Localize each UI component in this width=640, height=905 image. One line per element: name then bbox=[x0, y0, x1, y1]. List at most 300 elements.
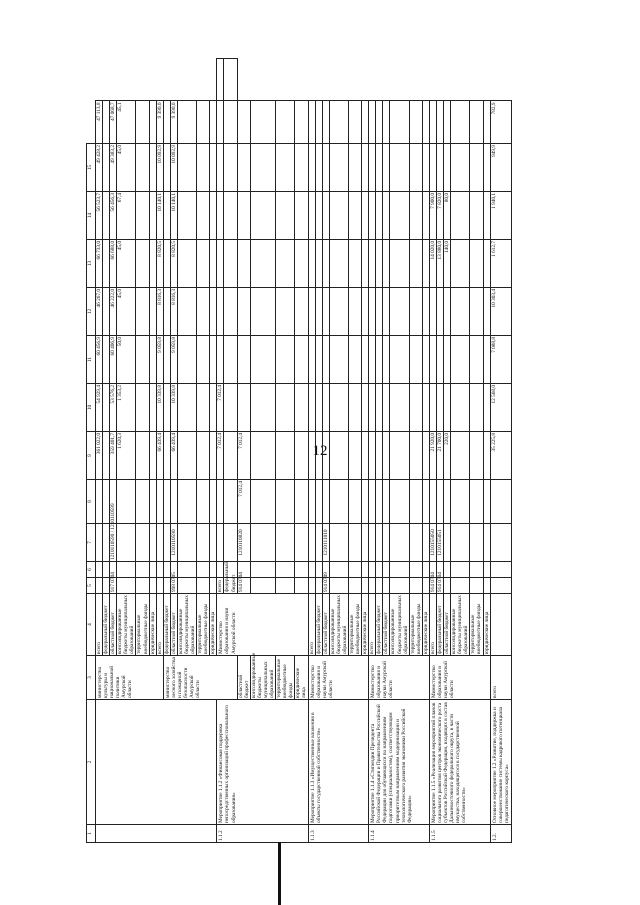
amount-cell bbox=[409, 480, 422, 524]
amount-cell bbox=[250, 480, 275, 524]
amount-cell bbox=[422, 240, 429, 288]
budget-code bbox=[390, 578, 409, 594]
target-code bbox=[156, 524, 163, 562]
amount-cell bbox=[315, 336, 322, 384]
target-code bbox=[383, 524, 390, 562]
funding-source: областной бюджет bbox=[237, 656, 250, 700]
amount-cell bbox=[276, 240, 295, 288]
funding-source: областной бюджет bbox=[444, 594, 451, 656]
table-row bbox=[490, 59, 511, 843]
amount-cell bbox=[390, 192, 409, 240]
amount-cell bbox=[409, 288, 422, 336]
amount-cell: 50,0 bbox=[117, 336, 136, 384]
activity-name: Основное мероприятие 1.2 «Развитие, поддержка и совершенствование системы кадрового потенциала педагогического корпуса» bbox=[490, 700, 511, 825]
section-code bbox=[409, 562, 422, 578]
amount-cell bbox=[362, 192, 369, 240]
amount-cell bbox=[369, 101, 376, 144]
amount-cell bbox=[362, 480, 369, 524]
budget-code bbox=[117, 578, 136, 594]
amount-cell bbox=[470, 432, 483, 480]
amount-cell: 49 383,2 bbox=[110, 144, 117, 192]
col-header: 15 bbox=[87, 144, 96, 192]
target-code bbox=[117, 524, 136, 562]
amount-cell: 7 900,0 bbox=[429, 192, 436, 240]
amount-cell bbox=[237, 288, 250, 336]
amount-cell bbox=[329, 432, 348, 480]
amount-cell bbox=[217, 144, 224, 192]
target-code bbox=[409, 524, 422, 562]
amount-cell bbox=[149, 384, 156, 432]
amount-cell bbox=[329, 288, 348, 336]
funding-source: всего bbox=[369, 594, 376, 656]
amount-cell bbox=[483, 480, 490, 524]
budget-code: 917 0704 bbox=[110, 572, 117, 592]
section-code bbox=[210, 562, 217, 578]
amount-cell bbox=[451, 101, 470, 144]
amount-cell: 21 700,0 bbox=[436, 432, 443, 480]
amount-cell bbox=[177, 101, 196, 144]
target-code: 1210110820 bbox=[237, 524, 250, 562]
funding-source: территориальные внебюджетные фонды bbox=[409, 594, 422, 656]
table-row bbox=[429, 59, 436, 843]
funding-source: юридические лица bbox=[210, 594, 217, 656]
funding-source: юридические лица bbox=[295, 656, 308, 700]
budget-code bbox=[369, 578, 376, 594]
amount-cell: 45,0 bbox=[117, 288, 136, 336]
amount-cell bbox=[276, 336, 295, 384]
amount-cell bbox=[224, 192, 237, 240]
amount-cell bbox=[149, 288, 156, 336]
budget-code bbox=[308, 578, 315, 594]
amount-cell bbox=[136, 240, 149, 288]
budget-code bbox=[156, 578, 163, 594]
amount-cell bbox=[103, 240, 110, 288]
amount-cell bbox=[376, 480, 383, 524]
amount-cell bbox=[383, 432, 390, 480]
amount-cell bbox=[276, 288, 295, 336]
amount-cell bbox=[483, 336, 490, 384]
amount-cell bbox=[308, 240, 315, 288]
amount-cell bbox=[210, 101, 217, 144]
section-code bbox=[224, 524, 237, 562]
col-header: 14 bbox=[87, 192, 96, 240]
amount-cell bbox=[117, 480, 136, 524]
amount-cell bbox=[217, 59, 224, 102]
budget-code: 914 0704 bbox=[436, 572, 443, 592]
amount-cell bbox=[210, 192, 217, 240]
amount-cell: 10 303,4 bbox=[490, 288, 511, 336]
amount-cell bbox=[451, 288, 470, 336]
amount-cell bbox=[170, 480, 177, 524]
budget-code bbox=[422, 578, 429, 594]
amount-cell bbox=[136, 336, 149, 384]
section-code bbox=[422, 562, 429, 578]
amount-cell bbox=[362, 240, 369, 288]
amount-cell bbox=[383, 101, 390, 144]
amount-cell bbox=[422, 480, 429, 524]
amount-cell bbox=[237, 384, 250, 432]
amount-cell bbox=[217, 101, 224, 144]
section-code bbox=[136, 562, 149, 578]
section-code bbox=[470, 562, 483, 578]
amount-cell: 8 816,3 bbox=[156, 288, 163, 336]
funding-source: областной бюджет bbox=[322, 594, 329, 656]
amount-cell bbox=[444, 288, 451, 336]
amount-cell bbox=[276, 192, 295, 240]
amount-cell bbox=[163, 192, 170, 240]
section-code bbox=[390, 562, 409, 578]
col-header: 10 bbox=[87, 384, 96, 432]
amount-cell bbox=[429, 101, 436, 144]
amount-cell bbox=[177, 192, 196, 240]
amount-cell bbox=[362, 384, 369, 432]
amount-cell bbox=[224, 101, 237, 144]
amount-cell: 60 406,9 bbox=[110, 336, 117, 384]
funding-source: юридические лица bbox=[362, 594, 369, 656]
amount-cell bbox=[348, 432, 361, 480]
amount-cell bbox=[237, 336, 250, 384]
amount-cell bbox=[444, 144, 451, 192]
budget-code bbox=[177, 578, 196, 594]
amount-cell: 10 140,1 bbox=[170, 192, 177, 240]
amount-cell bbox=[210, 144, 217, 192]
amount-cell bbox=[451, 384, 470, 432]
amount-cell bbox=[237, 240, 250, 288]
amount-cell bbox=[322, 240, 329, 288]
amount-cell bbox=[362, 432, 369, 480]
funding-source: областной бюджет bbox=[110, 594, 117, 656]
amount-cell: 782,9 bbox=[490, 101, 511, 144]
amount-cell: 60 456,9 bbox=[96, 336, 103, 384]
amount-cell bbox=[436, 336, 443, 384]
col-header: 4 bbox=[87, 594, 96, 656]
amount-cell bbox=[210, 480, 217, 524]
target-code bbox=[295, 524, 308, 562]
amount-cell: 53 576,2 bbox=[110, 384, 117, 432]
target-code bbox=[390, 524, 409, 562]
row-number bbox=[96, 825, 217, 843]
amount-cell: 47 068,7 bbox=[110, 101, 117, 144]
target-code bbox=[210, 524, 217, 562]
target-code bbox=[444, 524, 451, 562]
section-code bbox=[348, 562, 361, 578]
amount-cell bbox=[224, 240, 237, 288]
amount-cell bbox=[237, 101, 250, 144]
executor-name: Министерство образования и науки Амурской области bbox=[308, 656, 369, 700]
amount-cell: 35 225,8 bbox=[490, 432, 511, 480]
rotated-table-sheet bbox=[86, 58, 606, 843]
amount-cell: 67,4 bbox=[117, 192, 136, 240]
budget-code bbox=[348, 578, 361, 594]
amount-cell: 45,1 bbox=[117, 101, 136, 144]
amount-cell bbox=[422, 336, 429, 384]
amount-cell bbox=[295, 192, 308, 240]
amount-cell bbox=[103, 101, 110, 144]
row-number: 1.1.4 bbox=[369, 825, 430, 843]
col-header: 8 bbox=[87, 480, 96, 524]
funding-source: консолидированные бюджеты муниципальных образований bbox=[329, 595, 348, 654]
amount-cell bbox=[376, 101, 383, 144]
amount-cell: 220,0 bbox=[444, 432, 451, 480]
amount-cell bbox=[224, 432, 237, 480]
amount-cell bbox=[197, 288, 210, 336]
budget-code: 914 0704 bbox=[237, 578, 250, 594]
amount-cell bbox=[315, 384, 322, 432]
amount-cell bbox=[217, 240, 224, 288]
amount-cell bbox=[409, 384, 422, 432]
col-header: 7 bbox=[87, 524, 96, 562]
amount-cell: 66 439,4 bbox=[156, 432, 163, 480]
amount-cell bbox=[322, 384, 329, 432]
target-code bbox=[149, 524, 156, 562]
amount-cell bbox=[483, 288, 490, 336]
budget-code bbox=[483, 578, 490, 594]
amount-cell: 45,0 bbox=[117, 240, 136, 288]
amount-cell: 7 012,4 bbox=[217, 384, 224, 432]
amount-cell bbox=[436, 144, 443, 192]
amount-cell bbox=[210, 432, 217, 480]
amount-cell bbox=[250, 192, 275, 240]
amount-cell bbox=[329, 101, 348, 144]
amount-cell bbox=[177, 432, 196, 480]
amount-cell: 9 059,8 bbox=[170, 336, 177, 384]
col-header: 2 bbox=[87, 700, 96, 825]
target-code bbox=[163, 524, 170, 562]
budget-code bbox=[103, 578, 110, 594]
funding-source: федеральный бюджет bbox=[315, 594, 322, 656]
amount-cell bbox=[224, 144, 237, 192]
funding-source: территориальные внебюджетные фонды bbox=[197, 594, 210, 656]
target-code bbox=[369, 524, 376, 562]
section-code bbox=[483, 562, 490, 578]
amount-cell: 7 012,4 bbox=[237, 432, 250, 480]
amount-cell: 49 428,2 bbox=[96, 144, 103, 192]
executor-name: Министерство образования и науки Амурской области bbox=[217, 594, 308, 656]
amount-cell bbox=[422, 384, 429, 432]
amount-cell: 8 820,5 bbox=[170, 240, 177, 288]
amount-cell bbox=[436, 480, 443, 524]
amount-cell: 1 620,3 bbox=[117, 432, 136, 480]
amount-cell bbox=[362, 101, 369, 144]
amount-cell bbox=[376, 288, 383, 336]
amount-cell bbox=[470, 240, 483, 288]
budget-code bbox=[376, 578, 383, 594]
executor-name: Министерство образования и науки Амурской области bbox=[429, 656, 490, 700]
amount-cell bbox=[451, 432, 470, 480]
amount-cell bbox=[390, 336, 409, 384]
amount-cell bbox=[322, 480, 329, 524]
amount-cell bbox=[451, 240, 470, 288]
amount-cell bbox=[329, 144, 348, 192]
header-row bbox=[87, 59, 96, 843]
amount-cell bbox=[470, 288, 483, 336]
target-code bbox=[483, 524, 490, 562]
section-code bbox=[217, 524, 224, 562]
amount-cell bbox=[436, 288, 443, 336]
funding-source: консолидированные бюджеты муниципальных образований bbox=[451, 595, 470, 654]
amount-cell bbox=[197, 240, 210, 288]
budget-table bbox=[86, 58, 512, 843]
table-row bbox=[96, 59, 103, 843]
amount-cell: 7 820,0 bbox=[436, 192, 443, 240]
section-code bbox=[308, 562, 315, 578]
amount-cell: 54 929,4 bbox=[96, 384, 103, 432]
amount-cell bbox=[250, 384, 275, 432]
amount-cell bbox=[483, 384, 490, 432]
section-code bbox=[117, 562, 136, 578]
amount-cell bbox=[308, 432, 315, 480]
amount-cell: 80,0 bbox=[444, 192, 451, 240]
amount-cell bbox=[348, 240, 361, 288]
amount-cell bbox=[322, 144, 329, 192]
amount-cell bbox=[483, 240, 490, 288]
target-code bbox=[470, 524, 483, 562]
funding-source: консолидированные бюджеты муниципальных образований bbox=[390, 595, 409, 654]
funding-source: территориальные внебюджетные фонды bbox=[276, 656, 295, 700]
amount-cell bbox=[224, 384, 237, 432]
amount-cell bbox=[362, 144, 369, 192]
amount-cell bbox=[429, 336, 436, 384]
executor-name: министерство лесного хозяйства и пожарной безопасности Амурской области bbox=[163, 656, 237, 700]
funding-source: территориальные внебюджетные фонды bbox=[470, 594, 483, 656]
amount-cell bbox=[237, 144, 250, 192]
amount-cell bbox=[329, 192, 348, 240]
amount-cell bbox=[348, 288, 361, 336]
amount-cell bbox=[149, 192, 156, 240]
amount-cell bbox=[470, 384, 483, 432]
amount-cell bbox=[103, 144, 110, 192]
section-code bbox=[163, 562, 170, 578]
funding-source: всего bbox=[156, 594, 163, 656]
section-code bbox=[197, 562, 210, 578]
amount-cell bbox=[276, 480, 295, 524]
amount-cell bbox=[329, 480, 348, 524]
amount-cell bbox=[315, 480, 322, 524]
amount-cell: 7 012,4 bbox=[217, 432, 224, 480]
amount-cell bbox=[376, 192, 383, 240]
funding-source: юридические лица bbox=[422, 594, 429, 656]
amount-cell bbox=[177, 480, 196, 524]
amount-cell bbox=[295, 336, 308, 384]
target-code bbox=[451, 524, 470, 562]
col-header: 1 bbox=[87, 825, 96, 843]
amount-cell: 9 390,0 bbox=[156, 101, 163, 144]
amount-cell: 10 092,9 bbox=[170, 144, 177, 192]
amount-cell bbox=[163, 144, 170, 192]
amount-cell bbox=[329, 384, 348, 432]
amount-cell bbox=[409, 192, 422, 240]
amount-cell bbox=[136, 480, 149, 524]
activity-name: Мероприятие 1.1.4 «Стипендии Президента Российской Федерации и Правительства Российской Федерации для обучающихся по направлениям подготовки (специальностям), соответствующим приоритетным направлениям модернизации и технологического развития экономики Российской Федерации» bbox=[369, 700, 430, 825]
amount-cell bbox=[149, 432, 156, 480]
amount-cell bbox=[422, 288, 429, 336]
amount-cell bbox=[224, 336, 237, 384]
amount-cell bbox=[362, 288, 369, 336]
amount-cell: 359 401,7 bbox=[110, 432, 117, 480]
amount-cell bbox=[444, 336, 451, 384]
row-number: 1.1.2 bbox=[217, 825, 308, 843]
activity-name: Мероприятие 1.1.5 «Реализация мероприятий планов социального развития центров экономического роста субъектов Российской Федерации, входящих в состав Дальневосточного федерального округа, в части имущества, находящегося в государственной собственности» bbox=[429, 700, 490, 825]
amount-cell bbox=[383, 144, 390, 192]
amount-cell bbox=[136, 288, 149, 336]
section-code bbox=[276, 562, 295, 578]
amount-cell bbox=[149, 480, 156, 524]
amount-cell: 1 940,1 bbox=[490, 192, 511, 240]
amount-cell bbox=[376, 384, 383, 432]
budget-code bbox=[383, 578, 390, 594]
amount-cell bbox=[329, 336, 348, 384]
amount-cell bbox=[163, 432, 170, 480]
amount-cell: 46 222,0 bbox=[110, 288, 117, 336]
amount-cell bbox=[295, 240, 308, 288]
amount-cell: 7 012,4 bbox=[237, 480, 250, 524]
target-code bbox=[136, 524, 149, 562]
amount-cell bbox=[103, 192, 110, 240]
section-code bbox=[444, 562, 451, 578]
amount-cell bbox=[308, 192, 315, 240]
col-header: 3 bbox=[87, 656, 96, 700]
amount-cell bbox=[197, 192, 210, 240]
amount-cell: 1 353,2 bbox=[117, 384, 136, 432]
amount-cell bbox=[451, 480, 470, 524]
amount-cell bbox=[315, 240, 322, 288]
amount-cell: 66 733,0 bbox=[96, 240, 103, 288]
target-code bbox=[197, 524, 210, 562]
section-code bbox=[383, 562, 390, 578]
amount-cell bbox=[390, 288, 409, 336]
budget-code: 914 0704 bbox=[429, 572, 436, 592]
amount-cell bbox=[409, 144, 422, 192]
amount-cell bbox=[163, 480, 170, 524]
amount-cell bbox=[348, 101, 361, 144]
section-code bbox=[156, 562, 163, 578]
amount-cell bbox=[322, 192, 329, 240]
amount-cell bbox=[383, 384, 390, 432]
funding-source: всего bbox=[308, 594, 315, 656]
section-code bbox=[376, 562, 383, 578]
amount-cell bbox=[315, 432, 322, 480]
amount-cell bbox=[315, 101, 322, 144]
target-code bbox=[308, 524, 315, 562]
amount-cell bbox=[276, 384, 295, 432]
amount-cell bbox=[383, 336, 390, 384]
budget-code bbox=[329, 578, 348, 594]
amount-cell bbox=[149, 144, 156, 192]
target-code: 1210110590 / 1210110599 bbox=[110, 503, 117, 560]
budget-code bbox=[217, 562, 224, 578]
target-code bbox=[217, 480, 224, 524]
amount-cell: 46 267,0 bbox=[96, 288, 103, 336]
amount-cell bbox=[177, 384, 196, 432]
funding-source: консолидированные бюджеты муниципальных образований bbox=[117, 595, 136, 654]
col-header: 13 bbox=[87, 240, 96, 288]
amount-cell: 140,0 bbox=[444, 240, 451, 288]
amount-cell bbox=[315, 144, 322, 192]
amount-cell bbox=[315, 288, 322, 336]
amount-cell bbox=[136, 384, 149, 432]
target-code bbox=[250, 524, 275, 562]
amount-cell bbox=[308, 144, 315, 192]
amount-cell bbox=[422, 101, 429, 144]
amount-cell bbox=[308, 384, 315, 432]
amount-cell bbox=[383, 288, 390, 336]
budget-code bbox=[250, 578, 275, 594]
amount-cell bbox=[103, 288, 110, 336]
budget-code bbox=[197, 578, 210, 594]
amount-cell bbox=[177, 336, 196, 384]
budget-code bbox=[444, 578, 451, 594]
amount-cell bbox=[177, 288, 196, 336]
